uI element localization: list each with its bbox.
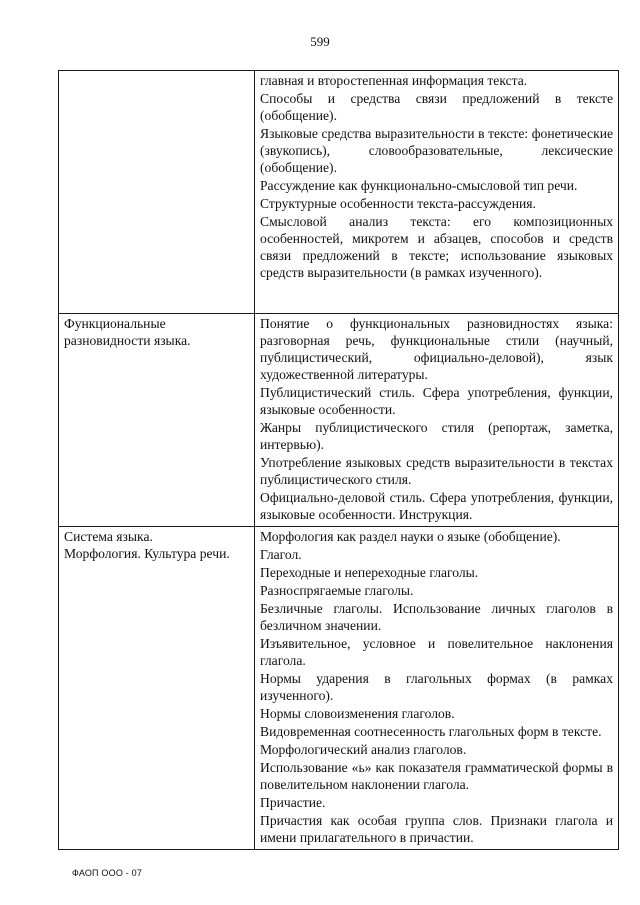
- table-row: [59, 71, 619, 314]
- content-paragraph: Нормы словоизменения глаголов.: [260, 706, 455, 721]
- content-paragraph: Безличные глаголы. Использование личных глаголов в безличном значении.: [260, 601, 613, 633]
- content-paragraph: Морфология как раздел науки о языке (обобщение).: [260, 529, 561, 544]
- content-paragraph: Использование «ь» как показателя грамматической формы в повелительном наклонении глагола.: [260, 760, 613, 792]
- content-paragraph: Языковые средства выразительности в тексте: фонетические (звукопись), словообразовательные, лексические (обобщение).: [260, 126, 613, 175]
- topic-title: Функциональные разновидности языка.: [64, 316, 191, 348]
- topic-cell: [59, 314, 255, 527]
- content-paragraph: Причастия как особая группа слов. Признаки глагола и имени прилагательного в причастии.: [260, 813, 613, 845]
- content-cell: [255, 71, 619, 314]
- content-paragraph: Способы и средства связи предложений в тексте (обобщение).: [260, 91, 613, 123]
- content-paragraph: Переходные и непереходные глаголы.: [260, 565, 479, 580]
- content-paragraph: Причастие.: [260, 795, 326, 810]
- content-paragraph: Изъявительное, условное и повелительное наклонения глагола.: [260, 636, 613, 668]
- content-cell: [255, 527, 619, 850]
- topic-title: Система языка.: [64, 529, 153, 544]
- program-table: [58, 70, 619, 850]
- content-paragraph: Жанры публицистического стиля (репортаж, заметка, интервью).: [260, 420, 613, 452]
- content-paragraph: Смысловой анализ текста: его композиционных особенностей, микротем и абзацев, способов и средств связи предложений в тексте; использование языковых средств выразительности (в рамках изученного).: [260, 214, 613, 280]
- content-paragraph: главная и второстепенная информация текста.: [260, 73, 528, 88]
- content-cell: [255, 314, 619, 527]
- topic-cell: [59, 71, 255, 314]
- content-paragraph: Видовременная соотнесенность глагольных форм в тексте.: [260, 724, 602, 739]
- content-paragraph: Рассуждение как функционально-смысловой тип речи.: [260, 178, 578, 193]
- content-paragraph: Разноспрягаемые глаголы.: [260, 583, 414, 598]
- table-row: [59, 527, 619, 850]
- page-number: 599: [310, 34, 330, 49]
- topic-cell: [59, 527, 255, 850]
- content-paragraph: Понятие о функциональных разновидностях языка: разговорная речь, функциональные стили (научный, публицистический, официально-деловой), язык художественной литературы.: [260, 316, 613, 382]
- topic-subtitle: Морфология. Культура речи.: [64, 546, 230, 561]
- content-paragraph: Нормы ударения в глагольных формах (в рамках изученного).: [260, 671, 613, 703]
- content-paragraph: Употребление языковых средств выразительности в текстах публицистического стиля.: [260, 455, 613, 487]
- content-paragraph: Морфологический анализ глаголов.: [260, 742, 467, 757]
- table-row: [59, 314, 619, 527]
- content-paragraph: Структурные особенности текста-рассуждения.: [260, 196, 536, 211]
- content-paragraph: Глагол.: [260, 547, 302, 562]
- content-paragraph: Публицистический стиль. Сфера употребления, функции, языковые особенности.: [260, 385, 613, 417]
- document-footer: ФАОП ООО - 07: [72, 868, 143, 878]
- content-paragraph: Официально-деловой стиль. Сфера употребления, функции, языковые особенности. Инструкция.: [260, 490, 613, 522]
